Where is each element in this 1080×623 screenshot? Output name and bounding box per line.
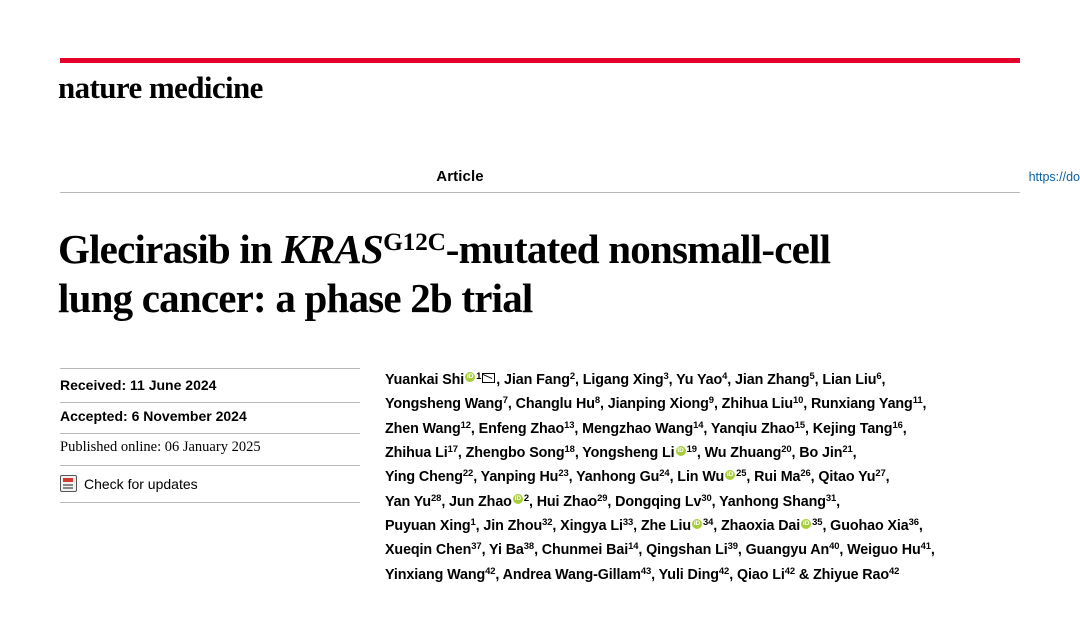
- author-line: Ying Cheng$^{22}$, Yanping Hu$^{23}$, Yanhong Gu$^{24}$, Lin Wu iD $^{25}$, Rui Ma$^{26}$, Qitao Yu$^{27}$,: [385, 465, 1025, 489]
- affiliation-marker: 38: [523, 540, 535, 552]
- affiliation-marker: 28: [431, 491, 442, 503]
- affiliation-marker: 22: [462, 467, 474, 479]
- orcid-icon[interactable]: [676, 446, 686, 456]
- author-line: Zhihua Li$^{17}$, Zhengbo Song$^{18}$, Yongsheng Li iD $^{19}$, Wu Zhuang$^{20}$, Bo Jin$^{21}$,: [385, 441, 1025, 465]
- doi-link[interactable]: https://do: [1028, 170, 1080, 184]
- affiliation-marker: 31: [825, 491, 837, 503]
- affiliation-marker: 14: [693, 418, 704, 430]
- affiliation-marker: 5: [809, 370, 815, 381]
- affiliation-marker: 42: [784, 564, 795, 576]
- crossmark-icon: [60, 475, 77, 492]
- affiliation-marker: 2: [523, 491, 529, 503]
- affiliation-marker: 34: [702, 516, 714, 528]
- affiliation-marker: 1: [476, 370, 482, 381]
- affiliation-marker: 6: [876, 370, 882, 381]
- title-part1: Glecirasib in: [58, 226, 282, 273]
- affiliation-marker: 24: [659, 467, 670, 479]
- affiliation-marker: 18: [564, 443, 575, 455]
- page-title: [58, 225, 1018, 322]
- affiliation-marker: 17: [447, 443, 458, 455]
- affiliation-marker: 9: [708, 394, 714, 406]
- affiliation-marker: 4: [722, 370, 728, 381]
- affiliation-marker: 15: [794, 418, 806, 430]
- affiliation-marker: 35: [812, 516, 823, 528]
- affiliation-marker: 10: [792, 394, 804, 406]
- affiliation-marker: 37: [471, 540, 482, 552]
- title-superscript: G12C: [383, 228, 446, 257]
- publication-metadata: [60, 368, 360, 503]
- affiliation-marker: 14: [628, 540, 639, 552]
- author-line: Yan Yu$^{28}$, Jun Zhao iD $^2$, Hui Zhao$^{29}$, Dongqing Lv$^{30}$, Yanhong Shang$^{31}$,: [385, 490, 1025, 514]
- article-type-label: Article: [436, 168, 484, 185]
- title-part2: -mutated nonsmall-cell: [445, 226, 831, 273]
- affiliation-marker: 2: [569, 370, 576, 381]
- check-for-updates-label: Check for updates: [84, 475, 198, 492]
- affiliation-marker: 23: [558, 467, 569, 479]
- affiliation-marker: 33: [622, 516, 634, 528]
- divider: [60, 192, 1020, 193]
- affiliation-marker: 39: [727, 540, 738, 552]
- affiliation-marker: 43: [640, 564, 652, 576]
- author-line: Xueqin Chen$^{37}$, Yi Ba$^{38}$, Chunmei Bai$^{14}$, Qingshan Li$^{39}$, Guangyu An$^{40}$, Weiguo Hu$^{41}$,: [385, 540, 935, 559]
- affiliation-marker: 8: [594, 394, 600, 406]
- affiliation-marker: 26: [800, 467, 811, 479]
- affiliation-marker: 27: [875, 467, 886, 479]
- affiliation-marker: 19: [686, 443, 697, 455]
- received-date: Received: 11 June 2024: [60, 368, 360, 403]
- brand-rule: [60, 58, 1020, 63]
- orcid-icon[interactable]: [725, 470, 735, 480]
- affiliation-marker: 1: [470, 516, 476, 528]
- affiliation-marker: 25: [736, 467, 747, 479]
- author-line: Yongsheng Wang$^7$, Changlu Hu$^8$, Jianping Xiong$^9$, Zhihua Liu$^{10}$, Runxiang Yang$^{11}$,: [385, 394, 927, 413]
- affiliation-marker: 12: [460, 418, 471, 430]
- orcid-icon[interactable]: [692, 519, 702, 529]
- affiliation-marker: 32: [542, 516, 553, 528]
- affiliation-marker: 42: [889, 564, 900, 576]
- affiliation-marker: 3: [663, 370, 669, 381]
- affiliation-marker: 13: [564, 418, 575, 430]
- author-line: Puyuan Xing$^1$, Jin Zhou$^{32}$, Xingya Li$^{33}$, Zhe Liu iD $^{34}$, Zhaoxia Dai iD $^{35}$, Guohao Xia$^{36}$,: [385, 514, 1025, 538]
- author-list: [385, 368, 1025, 587]
- affiliation-marker: 40: [829, 540, 840, 552]
- journal-logo: nature medicine: [58, 70, 263, 105]
- title-gene: KRAS: [281, 226, 384, 273]
- affiliation-marker: 20: [781, 443, 792, 455]
- author-line: Yuankai Shi iD $^1$ , Jian Fang$^2$, Ligang Xing$^3$, Yu Yao$^4$, Jian Zhang$^5$, Lian Liu$^6$,: [385, 368, 1025, 392]
- affiliation-marker: 42: [485, 564, 496, 576]
- title-line2: lung cancer: a phase 2b trial: [58, 274, 533, 321]
- affiliation-marker: 42: [718, 564, 730, 576]
- orcid-icon[interactable]: [513, 494, 523, 504]
- affiliation-marker: 11: [912, 394, 923, 406]
- email-icon[interactable]: [482, 373, 495, 383]
- affiliation-marker: 30: [701, 491, 712, 503]
- affiliation-marker: 21: [842, 443, 853, 455]
- affiliation-marker: 16: [892, 418, 903, 430]
- accepted-date: Accepted: 6 November 2024: [60, 403, 360, 434]
- affiliation-marker: 36: [908, 516, 919, 528]
- affiliation-marker: 7: [502, 394, 508, 406]
- orcid-icon[interactable]: [465, 372, 475, 382]
- author-line: Yinxiang Wang$^{42}$, Andrea Wang-Gillam$^{43}$, Yuli Ding$^{42}$, Qiao Li$^{42}$ & Zhiyue Rao$^{42}$: [385, 564, 900, 583]
- orcid-icon[interactable]: [801, 519, 811, 529]
- published-date: Published online: 06 January 2025: [60, 434, 360, 466]
- affiliation-marker: 41: [920, 540, 931, 552]
- author-line: Zhen Wang$^{12}$, Enfeng Zhao$^{13}$, Mengzhao Wang$^{14}$, Yanqiu Zhao$^{15}$, Kejing Tang$^{16}$,: [385, 418, 907, 437]
- check-for-updates[interactable]: [60, 466, 360, 503]
- affiliation-marker: 29: [597, 491, 608, 503]
